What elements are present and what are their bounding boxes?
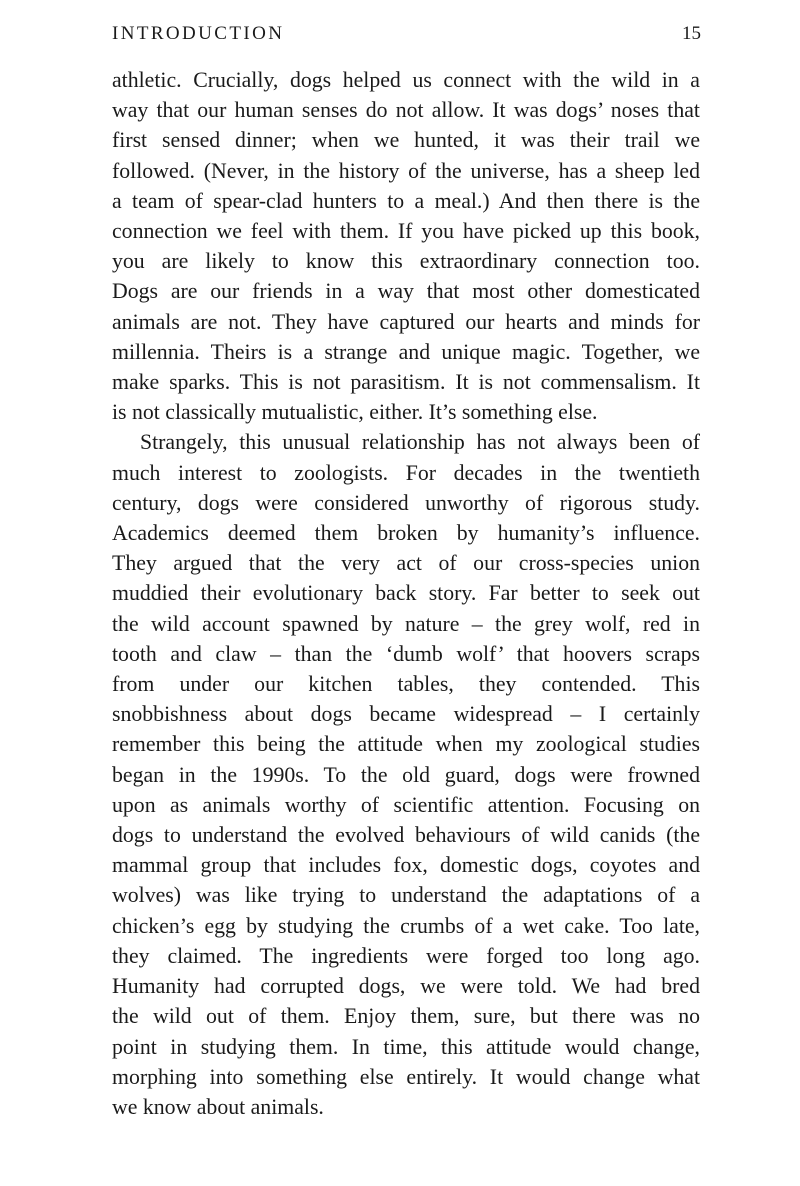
text-line: wolves) was like trying to understand the adaptations of a bbox=[112, 883, 700, 908]
text-line: upon as animals worthy of scientific attention. Focusing on bbox=[112, 792, 700, 817]
text-line: century, dogs were considered unworthy of rigorous study. bbox=[112, 490, 700, 515]
text-line: way that our human senses do not allow. It was dogs’ noses that bbox=[112, 98, 700, 123]
text-line: from under our kitchen tables, they contended. This bbox=[112, 672, 700, 697]
text-line: dogs to understand the evolved behaviours of wild canids (the bbox=[112, 823, 700, 848]
running-head: INTRODUCTION bbox=[112, 23, 285, 44]
text-line: athletic. Crucially, dogs helped us connect with the wild in a bbox=[112, 68, 700, 92]
text-line: a team of spear-clad hunters to a meal.) And then there is the bbox=[112, 188, 700, 213]
text-line: point in studying them. In time, this attitude would change, bbox=[112, 1034, 700, 1059]
text-line: tooth and claw – than the ‘dumb wolf’ that hoovers scraps bbox=[112, 641, 700, 666]
text-line: you are likely to know this extraordinary connection too. bbox=[112, 249, 700, 274]
text-line: chicken’s egg by studying the crumbs of a wet cake. Too late, bbox=[112, 913, 700, 938]
text-line: Dogs are our friends in a way that most other domesticated bbox=[112, 279, 700, 304]
text-line: Academics deemed them broken by humanity’s influence. bbox=[112, 521, 700, 546]
text-line: make sparks. This is not parasitism. It is not commensalism. It bbox=[112, 370, 700, 395]
text-line: the wild out of them. Enjoy them, sure, but there was no bbox=[112, 1004, 700, 1029]
paragraph bbox=[112, 427, 700, 1122]
text-line: they claimed. The ingredients were forged too long ago. bbox=[112, 943, 700, 968]
text-line: we know about animals. bbox=[112, 1094, 324, 1119]
text-line: They argued that the very act of our cross-species union bbox=[112, 551, 700, 576]
text-line: connection we feel with them. If you have picked up this book, bbox=[112, 219, 700, 244]
text-line: Strangely, this unusual relationship has not always been of bbox=[140, 430, 700, 455]
body-text bbox=[112, 65, 700, 1122]
text-line: first sensed dinner; when we hunted, it was their trail we bbox=[112, 128, 700, 153]
text-line: is not classically mutualistic, either. It’s something else. bbox=[112, 400, 598, 425]
text-line: much interest to zoologists. For decades in the twentieth bbox=[112, 460, 700, 485]
text-line: the wild account spawned by nature – the grey wolf, red in bbox=[112, 611, 700, 636]
text-line: mammal group that includes fox, domestic dogs, coyotes and bbox=[112, 853, 700, 878]
text-line: millennia. Theirs is a strange and unique magic. Together, we bbox=[112, 339, 700, 364]
text-line: muddied their evolutionary back story. Far better to seek out bbox=[112, 581, 700, 606]
text-line: remember this being the attitude when my zoological studies bbox=[112, 732, 700, 757]
page-number: 15 bbox=[682, 23, 701, 44]
text-line: snobbishness about dogs became widespread – I certainly bbox=[112, 702, 700, 727]
paragraph bbox=[112, 65, 700, 427]
text-line: Humanity had corrupted dogs, we were told. We had bred bbox=[112, 974, 700, 999]
text-line: morphing into something else entirely. It would change what bbox=[112, 1064, 700, 1089]
text-line: followed. (Never, in the history of the universe, has a sheep led bbox=[112, 158, 700, 183]
text-line: animals are not. They have captured our hearts and minds for bbox=[112, 309, 700, 334]
text-line: began in the 1990s. To the old guard, dogs were frowned bbox=[112, 762, 700, 787]
